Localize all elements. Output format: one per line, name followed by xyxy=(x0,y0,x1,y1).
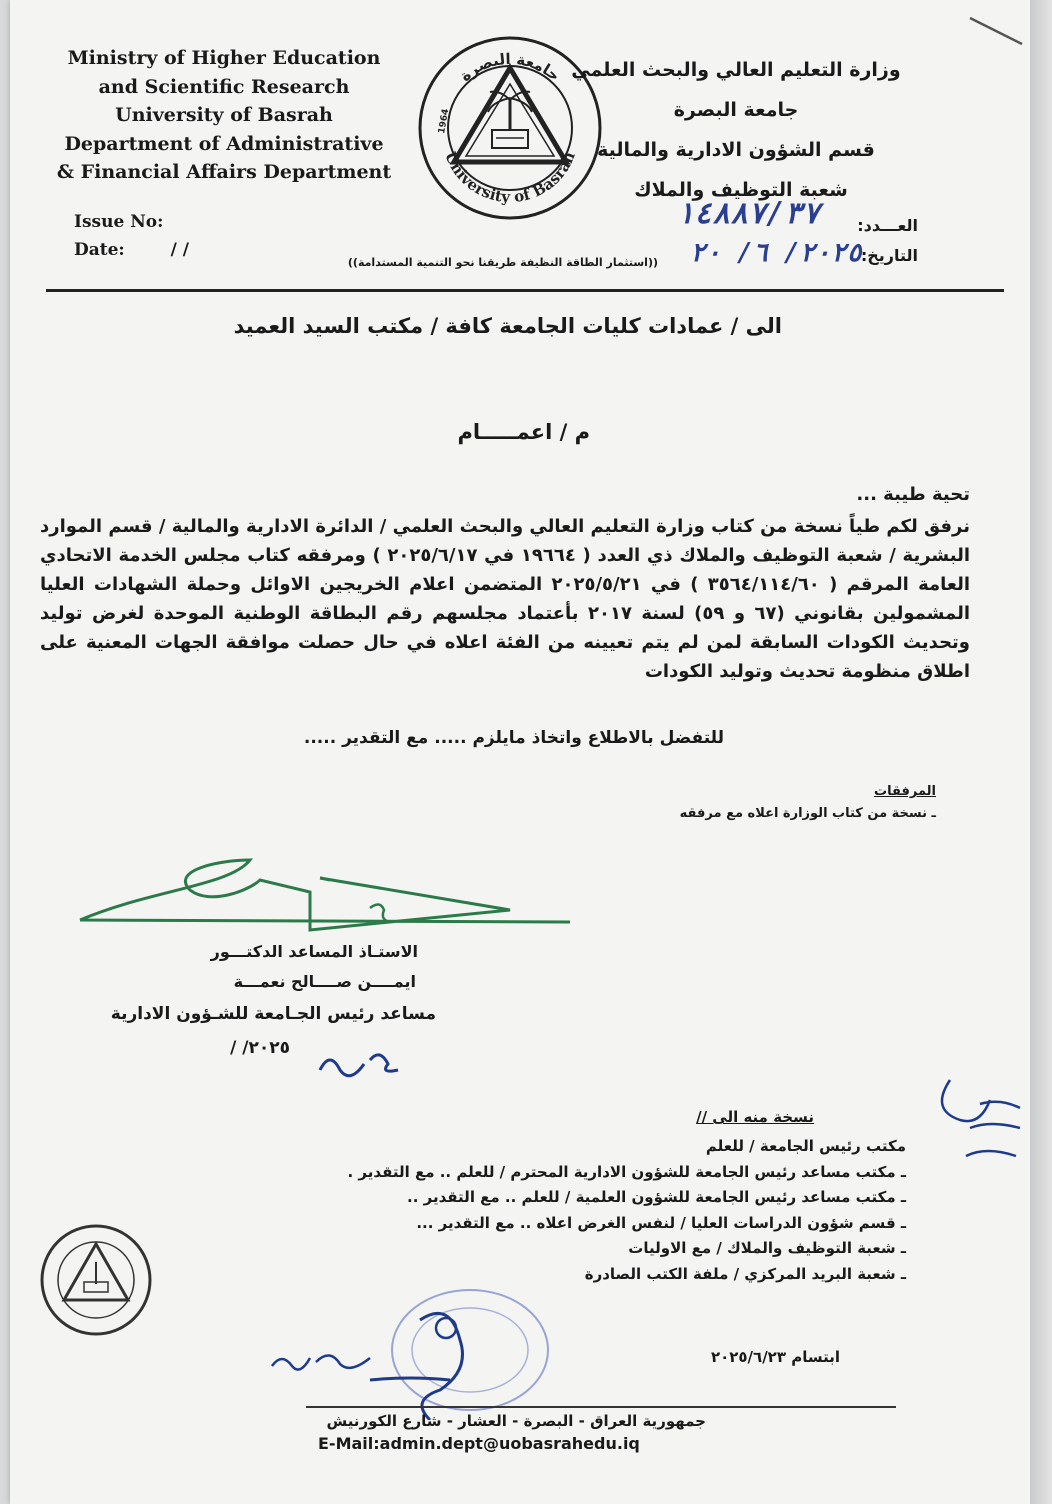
english-letterhead xyxy=(46,44,402,187)
en-header-line: Ministry of Higher Education xyxy=(67,47,381,69)
date-label-ar: التاريخ: xyxy=(860,246,918,265)
footer-divider xyxy=(306,1406,896,1408)
small-university-seal-icon xyxy=(38,1222,154,1338)
ar-header-line: شعبة التوظيف والملاك xyxy=(634,179,848,201)
handwritten-initials-scribble-icon xyxy=(266,1338,386,1378)
copy-item: ـ شعبة البريد المركزي / ملفة الكتب الصادرة xyxy=(584,1264,906,1283)
footer-email: E-Mail:admin.dept@uobasrahedu.iq xyxy=(318,1434,640,1453)
pen-stroke-icon xyxy=(966,14,1026,48)
copy-item: مكتب رئيس الجامعة / للعلم xyxy=(705,1137,906,1155)
ar-header-line: جامعة البصرة xyxy=(673,99,799,121)
date-slashes: / / xyxy=(170,240,189,260)
en-header-line: & Financial Affairs Department xyxy=(56,161,392,183)
attachments-title: المرفقات xyxy=(874,784,936,799)
greeting: تحية طيبة ... xyxy=(856,484,970,505)
date-label: Date: xyxy=(74,240,125,260)
recipient-line: الى / عمادات كليات الجامعة كافة / مكتب السيد العميد xyxy=(233,314,782,338)
date-row xyxy=(74,240,189,260)
handwritten-issue-number: ١٤٨٨٧/٣٧ xyxy=(676,196,821,231)
en-header-line: University of Basrah xyxy=(115,104,333,126)
copies-list xyxy=(348,1134,906,1287)
letter-page xyxy=(10,0,1030,1504)
copies-title: نسخة منه الى // xyxy=(696,1108,814,1126)
handwritten-note-scribble-icon xyxy=(910,1070,1028,1180)
en-header-line: Department of Administrative xyxy=(64,132,384,155)
signatory-name: ايمــــن صــــالح نعمـــة xyxy=(233,972,416,991)
ar-header-line: قسم الشؤون الادارية والمالية xyxy=(597,139,875,161)
seal-bottom-text: University of Basrah xyxy=(441,148,579,207)
header-divider xyxy=(46,289,1004,292)
handwritten-date: ٢٠٢٥/ ٦/ ٢٠ xyxy=(690,238,863,268)
signatory-title: الاستـاذ المساعد الدكتـــور xyxy=(210,942,418,961)
footer-address: جمهورية العراق - البصرة - العشار - شارع الكورنيش xyxy=(326,1412,706,1430)
seal-year: 1964 xyxy=(437,108,452,135)
typist-line: ابتسام ٢٠٢٥/٦/٢٣ xyxy=(710,1348,840,1366)
arabic-letterhead xyxy=(556,50,916,210)
motto: ((استثمار الطاقة النظيفة طريقنا نحو التنمية المستدامة)) xyxy=(347,256,658,269)
subject-line: م / اعمـــــام xyxy=(457,420,590,444)
signature-date: ٢٠٢٥/ / xyxy=(230,1038,290,1058)
copy-item: ـ مكتب مساعد رئيس الجامعة للشؤون الادارية المحترم / للعلم .. مع التقدير . xyxy=(347,1162,906,1181)
issue-label-ar: العـــدد: xyxy=(857,216,918,235)
signatory-role: مساعد رئيس الجـامعة للشـؤون الادارية xyxy=(110,1004,436,1024)
svg-text:جامعة البصرة xyxy=(456,50,563,85)
attachments-item: ـ نسخة من كتاب الوزارة اعلاه مع مرفقه xyxy=(679,806,936,821)
issue-no-label: Issue No: xyxy=(74,212,164,232)
copy-item: ـ قسم شؤون الدراسات العليا / لنفس الغرض اعلاه .. مع التقدير ... xyxy=(416,1213,906,1232)
handwritten-date-scribble-icon xyxy=(310,1040,410,1080)
en-header-line: and Scientific Research xyxy=(98,75,350,98)
closing-line: للتفضل بالاطلاع واتخاذ مايلزم ..... مع التقدير ..... xyxy=(303,728,724,748)
copy-item: ـ مكتب مساعد رئيس الجامعة للشؤون العلمية / للعلم .. مع التقدير .. xyxy=(407,1188,906,1206)
letter-body: نرفق لكم طياً نسخة من كتاب وزارة التعليم العالي والبحث العلمي / الدائرة الادارية والمالية / قسم الموارد البشرية / شعبة التوظيف والملاك ذي العدد ( ١٩٦٦٤ في ٢٠٢٥/٦/١٧ ) ومرفقه كتاب مجلس الخدمة الاتحادي العامة المرقم ( ٣٥٦٤/١١٤/٦٠ ) في ٢٠٢٥/٥/٢١ المتضمن اعلام الخريجين الاوائل وحملة الشهادات العليا المشمولين بقانوني (٦٧ و ٥٩) لسنة ٢٠١٧ بأعتماد مجلسهم رقم البطاقة الوطنية الموحدة لغرض توليد وتحديث الكودات السابقة لمن لم يتم تعيينه من الفئة اعلاه في حال حصلت موافقة الجهات المعنية على اطلاق منظومة تحديث وتوليد الكودات xyxy=(40,516,970,682)
ar-header-line: وزارة التعليم العالي والبحث العلمي xyxy=(571,59,901,81)
paper-edge xyxy=(1030,0,1052,1504)
copy-item: ـ شعبة التوظيف والملاك / مع الاوليات xyxy=(628,1239,906,1257)
seal-top-text: جامعة البصرة xyxy=(456,49,564,86)
